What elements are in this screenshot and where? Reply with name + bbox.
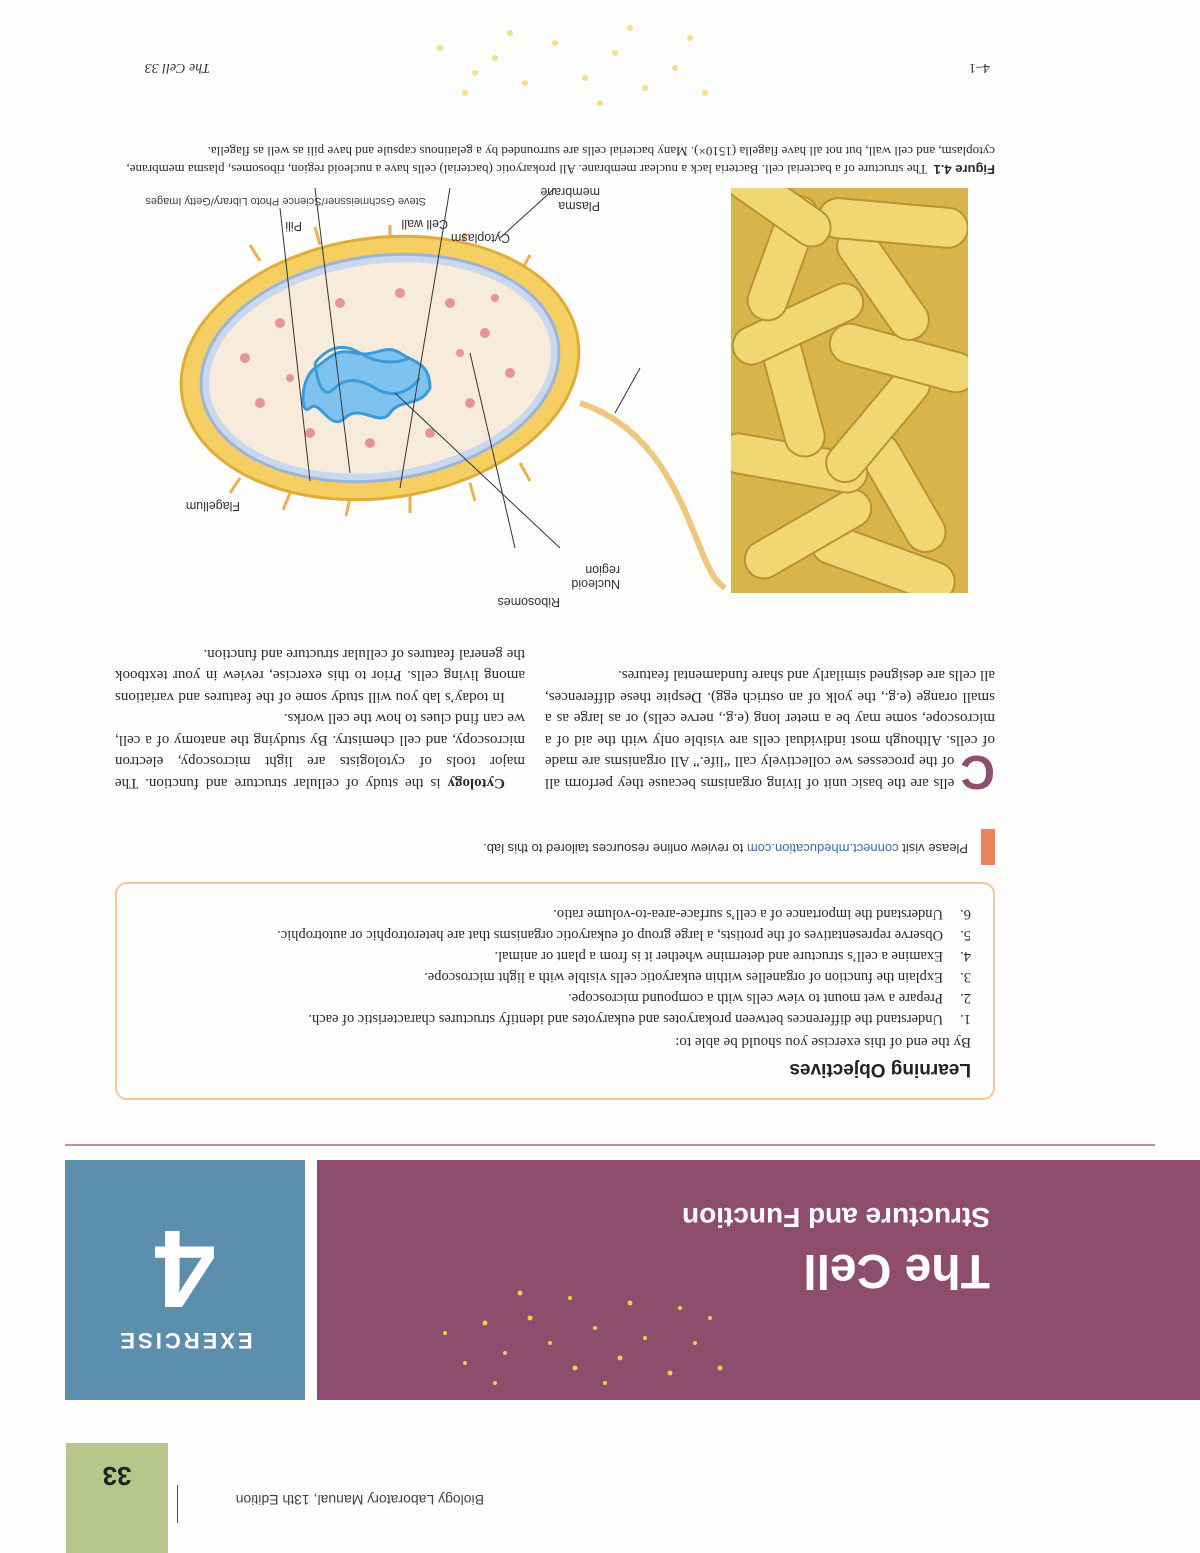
- label-nucleoid-region: Nucleoid region: [571, 563, 620, 591]
- objective-text: Examine a cell’s structure and determine whether it is from a plant or animal.: [494, 948, 943, 964]
- connect-link[interactable]: connect.mheducation.com: [746, 841, 899, 856]
- objectives-list: [139, 903, 971, 1029]
- objective-item: [139, 903, 971, 924]
- objective-number: 6.: [960, 906, 971, 922]
- objective-text: Prepare a wet mount to view cells with a compound microscope.: [568, 990, 943, 1006]
- decorative-dots: [420, 1278, 740, 1398]
- figure-label: Figure 4.1: [933, 162, 995, 177]
- photo-credit: Steve Gschmeissner/Science Photo Library/Getty Images: [145, 195, 426, 207]
- drop-cap: C: [960, 745, 995, 798]
- cytology-paragraph: [115, 707, 525, 793]
- exercise-label: EXERCISE: [117, 1328, 253, 1353]
- banner-rule: [65, 1144, 1155, 1146]
- objective-number: 4.: [960, 948, 971, 964]
- objective-text: Understand the differences between prokaryotes and eukaryotes and identify structures characteristic of each.: [308, 1011, 943, 1027]
- lab-paragraph: In today’s lab you will study some of the features and variations among living cells. Prior to this exercise, review in your textbook the general features of cellular structure and function.: [115, 646, 525, 705]
- label-flagellum: Flagellum: [185, 499, 240, 513]
- label-ribosomes: Ribosomes: [497, 595, 560, 609]
- footer-section-code: 4–1: [969, 60, 990, 75]
- header-rule: [177, 1485, 178, 1523]
- footer-running-title: The Cell 33: [144, 60, 210, 75]
- objective-item: [139, 966, 971, 987]
- connect-prefix: Please visit: [898, 841, 968, 856]
- objective-text: Explain the function of organelles within eukaryotic cells visible with a light microscope.: [424, 969, 943, 985]
- objective-text: Observe representatives of the protists, a large group of eukaryotic organisms that are heterotrophic or autotrophic.: [277, 927, 943, 943]
- objectives-heading: Learning Objectives: [789, 1059, 971, 1080]
- connect-suffix: to review online resources tailored to this lab.: [483, 841, 747, 856]
- objectives-intro: By the end of this exercise you should be able to:: [675, 1034, 971, 1050]
- objective-number: 3.: [960, 969, 971, 985]
- label-plasma-membrane: Plasma membrane: [540, 185, 600, 213]
- page-number: 33: [102, 1461, 132, 1491]
- footer-decorative-dots: [425, 23, 725, 113]
- objective-item: [139, 924, 971, 945]
- intro-text: ells are the basic unit of living organisms because they perform all of the processes we collectively call “life.” All organisms are made of cells. Although most individual cells are visible only with the aid of a microscope, some may be a meter long (e.g., nerve cells) or as large as a small orange (e.g., the yolk of an ostrich egg). Despite these differences, all cells are designed similarly and share fundamental features.: [545, 667, 995, 791]
- connect-marker: [981, 829, 995, 865]
- connect-note: [483, 841, 968, 856]
- label-cell-wall: Cell wall: [401, 217, 448, 231]
- objective-item: [139, 945, 971, 966]
- cytology-text: is the study of cellular structure and function. The major tools of cytologists are light microscopy, electron microscopy, and cell chemistry. By studying the anatomy of a cell, we can find clues to how the cell works.: [115, 710, 525, 791]
- chapter-title: The Cell: [803, 1244, 990, 1297]
- label-pili: Pili: [285, 219, 302, 233]
- book-title: Biology Laboratory Manual, 13th Edition: [235, 1492, 484, 1508]
- objective-text: Understand the importance of a cell’s surface-area-to-volume ratio.: [553, 906, 943, 922]
- learning-objectives-box: [115, 882, 995, 1100]
- figure-caption: [115, 142, 995, 178]
- bacteria-micrograph: [731, 188, 968, 593]
- objective-number: 1.: [960, 1011, 971, 1027]
- figure-caption-text: The structure of a bacterial cell. Bacteria lack a nuclear membrane. All prokaryotic (bacterial) cells have a nucleoid region, ribosomes, plasma membrane, cytoplasm, and cell wall, but not all have flagella (1510×). Many bacterial cells are surrounded by a gelatinous capsule and have pili as well as flagella.: [126, 144, 995, 177]
- objective-item: [139, 987, 971, 1008]
- objective-number: 2.: [960, 990, 971, 1006]
- intro-paragraph: [545, 664, 995, 798]
- cytology-term: Cytology: [447, 775, 505, 791]
- exercise-number: 4: [154, 1207, 216, 1330]
- objective-number: 5.: [960, 927, 971, 943]
- intro-column-right: [115, 643, 525, 794]
- chapter-subtitle: Structure and Function: [682, 1202, 990, 1233]
- flagellum-shape: [580, 403, 725, 588]
- objective-item: [139, 1008, 971, 1029]
- intro-column-left: [545, 664, 995, 798]
- bacterial-cell-diagram: [115, 188, 730, 593]
- label-cytoplasm: Cytoplasm: [450, 231, 510, 245]
